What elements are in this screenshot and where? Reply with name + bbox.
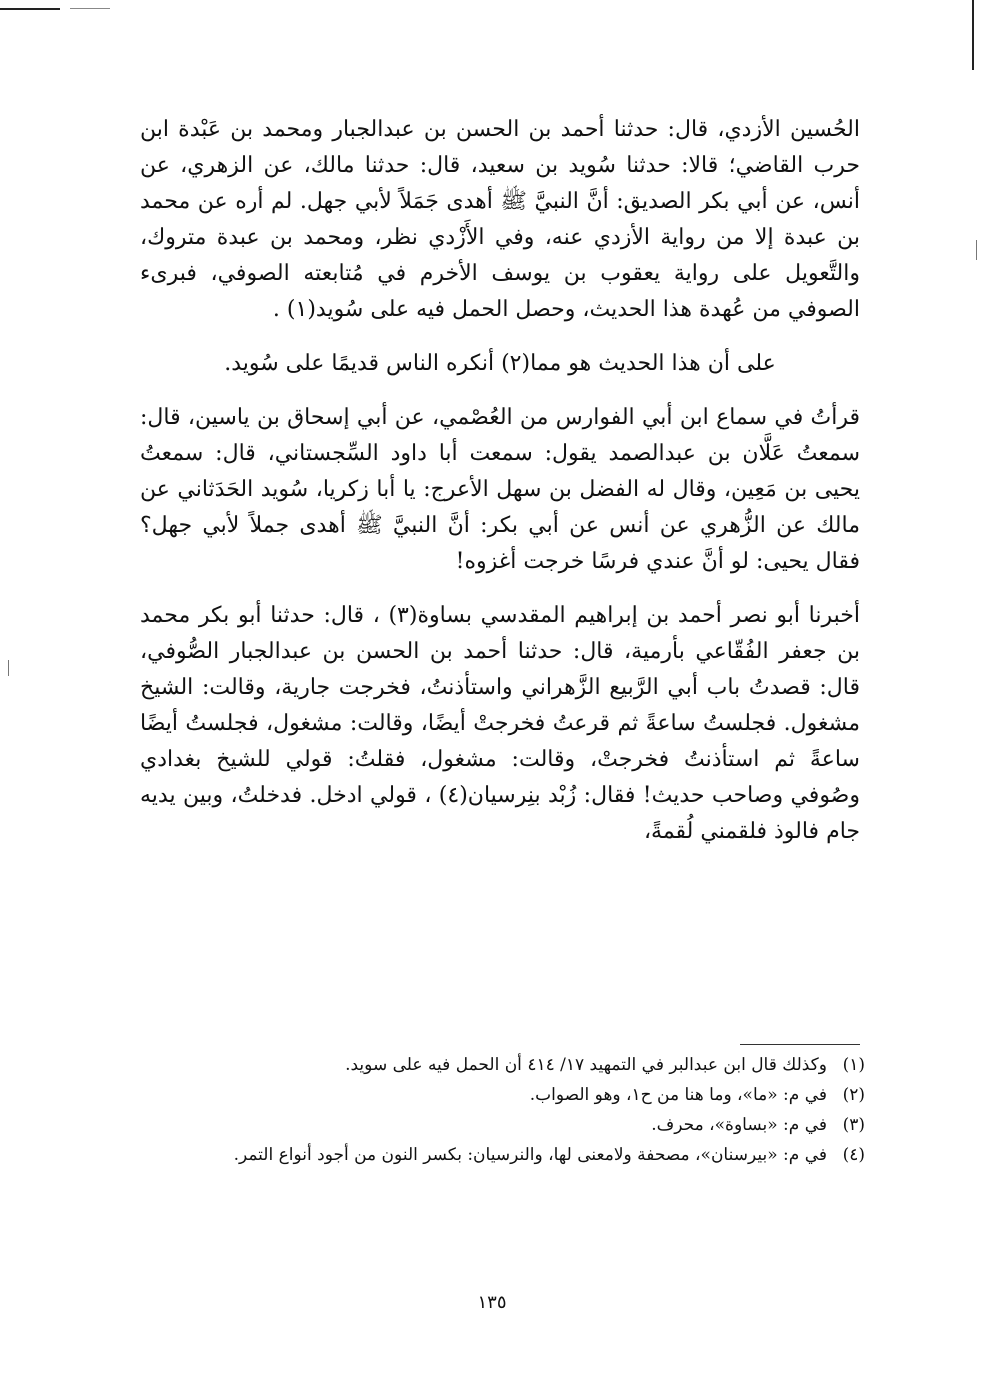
- footnote: [140, 1110, 865, 1140]
- body-paragraph: قرأتُ في سماع ابن أبي الفوارس من العُصْمي، عن أبي إسحاق بن ياسين، قال: سمعتُ عَلَّان بن عبدالصمد يقول: سمعت أبا داود السِّجستاني، قال: سمعتُ يحيى بن مَعِين، وقال له الفضل بن سهل الأعرج: يا أبا زكريا، سُويد الحَدَثاني عن مالك عن الزُّهري عن أنس عن أبي بكر: أنَّ النبيَّ ﷺ أهدى جملاً لأبي جهل؟ فقال يحيى: لو أنَّ عندي فرسًا خرجت أغزوه!: [140, 405, 860, 574]
- footnote-text: وكذلك قال ابن عبدالبر في التمهيد ١٧/ ٤١٤ أن الحمل فيه على سويد.: [345, 1055, 827, 1075]
- page-body: [140, 112, 860, 850]
- footnote-text: في م: «بيرسنان»، مصحفة ولامعنى لها، والنرسيان: بكسر النون من أجود أنواع التمر.: [233, 1145, 827, 1165]
- page-number: ١٣٥: [477, 1292, 507, 1313]
- footnote-number: (٣): [842, 1115, 865, 1135]
- footnote-text: في م: «بساوة»، محرف.: [651, 1115, 827, 1135]
- footnote-number: (١): [842, 1055, 865, 1075]
- body-paragraph: الحُسين الأزدي، قال: حدثنا أحمد بن الحسن بن عبدالجبار ومحمد بن عَبْدة ابن حرب القاضي؛ قالا: حدثنا سُويد بن سعيد، قال: حدثنا مالك، عن الزهري، عن أنس، عن أبي بكر الصديق: أنَّ النبيَّ ﷺ أهدى جَمَلاً لأبي جهل. لم أره عن محمد بن عبدة إلا من رواية الأزدي عنه، وفي الأَزْدي نظر، ومحمد بن عبدة متروك، والتَّعويل على رواية يعقوب بن يوسف الأخرم في مُتابعته الصوفي، فبرىء الصوفي من عُهدة هذا الحديث، وحصل الحمل فيه على سُويد(١) .: [140, 117, 860, 322]
- scan-edge-mark: [0, 8, 60, 10]
- scan-edge-mark: [976, 240, 977, 260]
- footnote-number: (٤): [842, 1145, 865, 1165]
- scan-edge-mark: [70, 8, 110, 9]
- scan-edge-mark: [972, 0, 974, 70]
- footnote-separator: [740, 1044, 860, 1045]
- body-paragraph: على أن هذا الحديث هو مما(٢) أنكره الناس قديمًا على سُويد.: [224, 351, 776, 376]
- footnotes: [140, 1050, 865, 1170]
- body-paragraph: أخبرنا أبو نصر أحمد بن إبراهيم المقدسي بساوة(٣) ، قال: حدثنا أبو بكر محمد بن جعفر الفُقّاعي بأرمية، قال: حدثنا أحمد بن الحسن بن عبدالجبار الصُّوفي، قال: قصدتُ باب أبي الرَّبيع الزَّهراني واستأذنتُ، فخرجت جارية، وقالت: الشيخ مشغول. فجلستُ ساعةً ثم قرعتُ فخرجتْ أيضًا، وقالت: مشغول، فجلستُ أيضًا ساعةً ثم استأذنتُ فخرجتْ، وقالت: مشغول، فقلتُ: قولي للشيخ بغدادي وصُوفي وصاحب حديث! فقال: زُبْد بنِرسيان(٤) ، قولي ادخل. فدخلتُ، وبين يديه جام فالوذ فلقمني لُقمةً،: [140, 603, 860, 844]
- footnote-number: (٢): [842, 1085, 865, 1105]
- footnote: [140, 1140, 865, 1170]
- footnote: [140, 1050, 865, 1080]
- footnote-text: في م: «ما»، وما هنا من ح١، وهو الصواب.: [529, 1085, 827, 1105]
- footnote: [140, 1080, 865, 1110]
- scan-edge-mark: [8, 660, 9, 676]
